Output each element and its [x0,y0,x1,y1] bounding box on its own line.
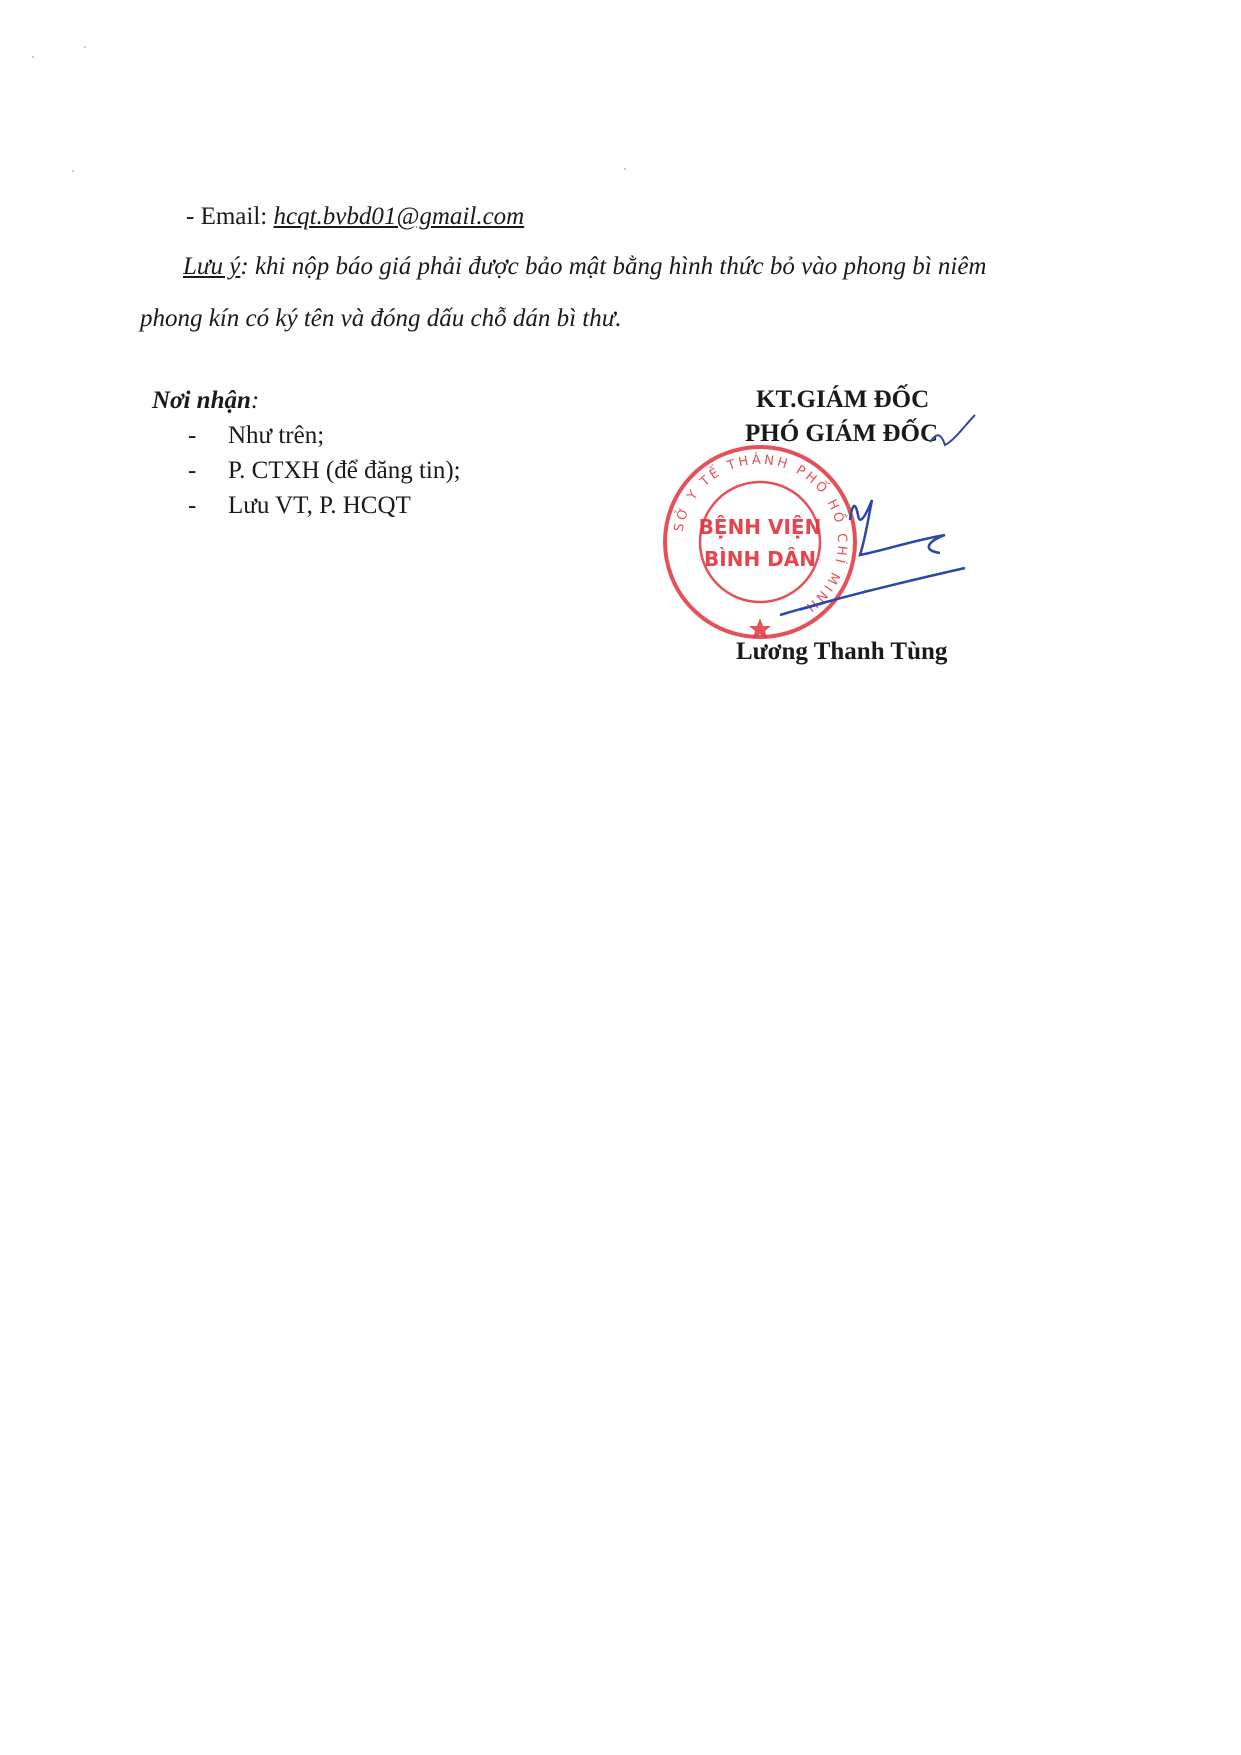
recipient-item [188,456,461,491]
scan-speck [32,56,34,58]
scan-speck [84,46,86,48]
recipients-list [188,421,461,526]
scan-speck [72,170,74,172]
seal-text-2: BÌNH DÂN [704,547,816,571]
recipients-title-text: Nơi nhận [152,387,251,414]
email-label: - Email: [186,203,274,230]
list-bullet: - [188,457,197,484]
recipients-title-colon: : [250,387,260,414]
note-line-1 [183,254,986,279]
recipient-item [188,421,461,456]
email-link[interactable]: hcqt.bvbd01@gmail.com [273,203,525,230]
recipient-text: Lưu VT, P. HCQT [228,492,411,519]
signature-title-2: PHÓ GIÁM ĐỐC [745,420,939,447]
signature-title-1: KT.GIÁM ĐỐC [756,386,930,413]
email-line [186,204,524,229]
recipient-text: P. CTXH (để đăng tin); [228,457,461,484]
list-bullet: - [188,492,197,519]
note-text-1: : khi nộp báo giá phải được bảo mật bằng hình thức bỏ vào phong bì niêm [240,253,987,280]
list-bullet: - [188,422,197,449]
recipients-title [152,387,259,415]
recipient-item [188,491,461,526]
scan-speck [624,168,626,170]
note-label: Lưu ý [183,253,241,280]
recipient-text: Như trên; [228,422,325,449]
seal-ring-text: SỞ Y TẾ THÀNH PHỐ HỒ CHÍ MINH [671,452,850,616]
handwritten-signature [760,410,980,630]
seal-text-1: BỆNH VIỆN [698,515,822,539]
signer-name: Lương Thanh Tùng [736,638,948,665]
note-line-2: phong kín có ký tên và đóng dấu chỗ dán bì thư. [140,305,622,332]
